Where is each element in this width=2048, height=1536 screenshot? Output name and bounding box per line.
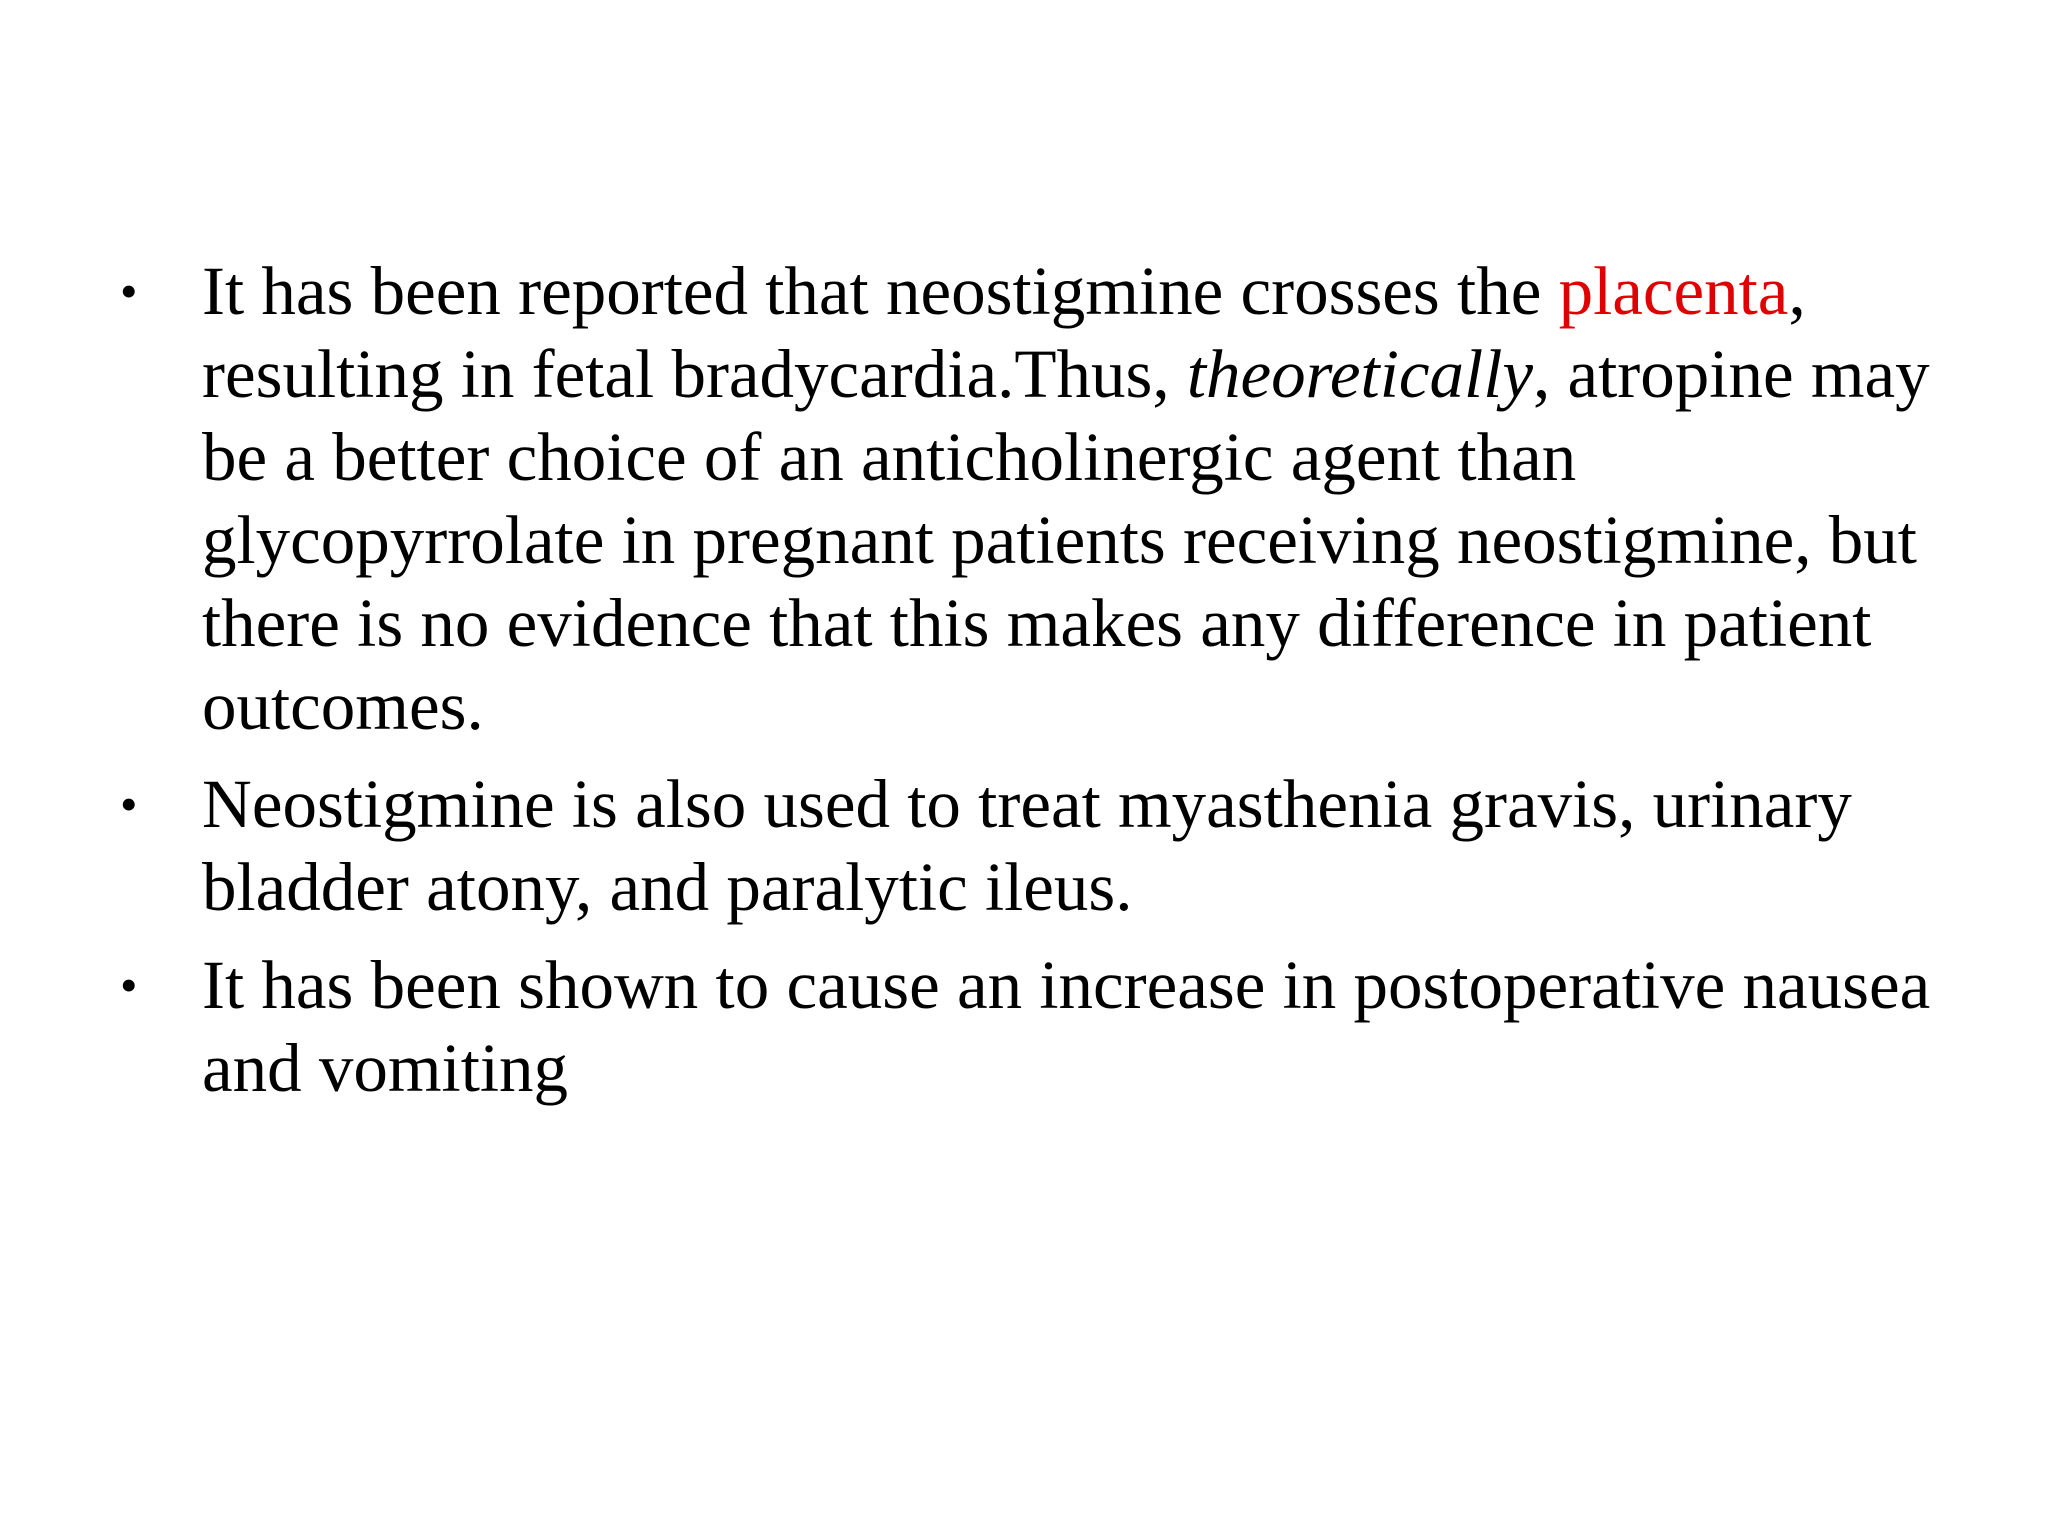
bullet-text-part3: , atropine may be a better choice of an anticholinergic agent than glycopyrrolate in pregnant patients receiving neostigmine, but there is no evidence that this makes any difference in patient outcomes. — [202, 336, 1930, 744]
bullet-icon: • — [120, 776, 138, 832]
bullet-icon: • — [120, 263, 138, 319]
bullet-text-part2: , resulting in fetal bradycardia.Thus, — [202, 253, 1806, 412]
bullet-text: It has been shown to cause an increase in postoperative nausea and vomiting — [202, 947, 1931, 1106]
bullet-icon: • — [120, 957, 138, 1013]
bullet-item-placenta — [120, 250, 1950, 748]
bullet-text: Neostigmine is also used to treat myasthenia gravis, urinary bladder atony, and paralytic ileus. — [202, 766, 1852, 925]
bullet-item-uses — [120, 763, 1950, 929]
bullet-text-part1: It has been reported that neostigmine crosses the — [202, 253, 1559, 329]
bullet-item-nausea — [120, 944, 1950, 1110]
bullet-list — [120, 250, 1950, 1125]
italic-term: theoretically — [1186, 336, 1533, 412]
highlighted-term: placenta — [1558, 253, 1789, 329]
